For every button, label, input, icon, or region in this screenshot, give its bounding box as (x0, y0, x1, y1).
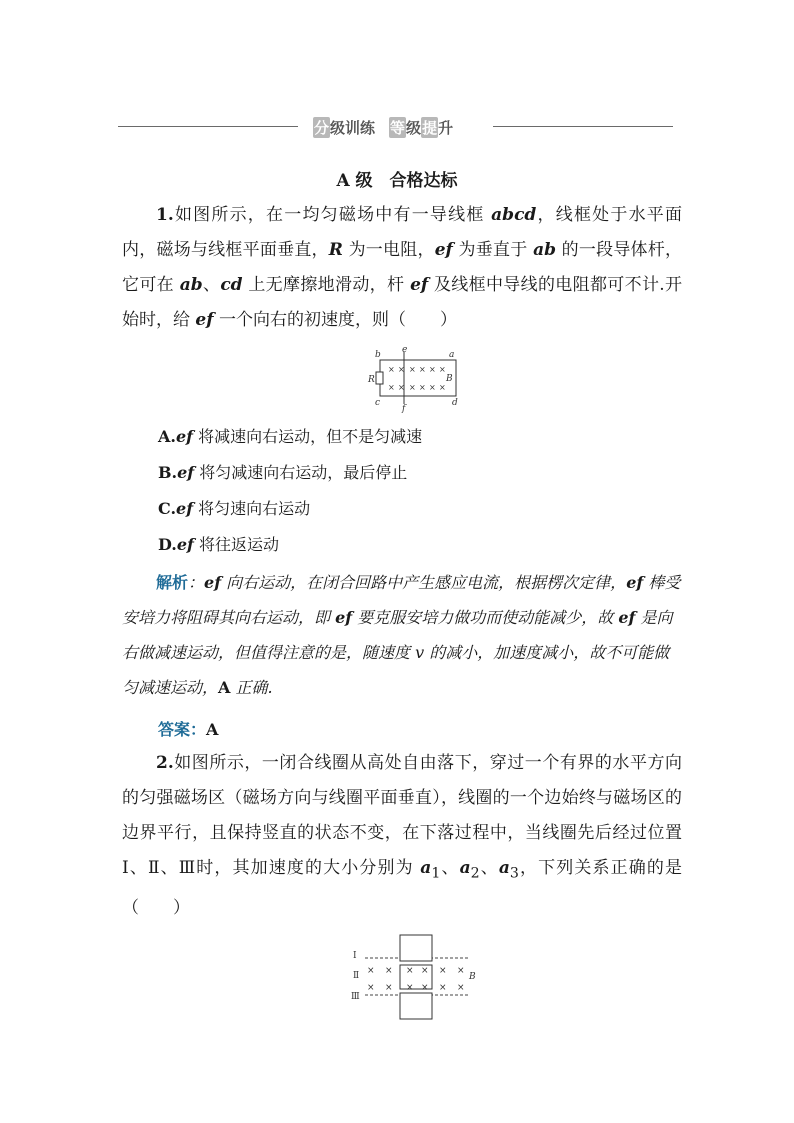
q1-cross: × (419, 365, 426, 374)
level-heading: A 级 合格达标 (336, 171, 458, 191)
q1-resistor (376, 372, 383, 384)
banner-text-1: 级训练 (330, 118, 376, 137)
q2-cross: × (385, 966, 393, 976)
q2-cross: × (367, 966, 375, 976)
q2-cross: × (457, 966, 465, 976)
q1-cross: × (429, 383, 436, 392)
q1-cross: × (409, 365, 416, 374)
q2-cross: × (406, 966, 414, 976)
q2-cross: × (439, 983, 447, 993)
q2-coil-pos1 (400, 935, 432, 961)
q1-figure (360, 344, 470, 414)
q2-cross: × (421, 983, 429, 993)
option-b[interactable]: B.ef 将匀减速向右运动，最后停止 (158, 463, 408, 482)
q1-number: 1. (156, 205, 174, 225)
banner-title (313, 114, 483, 140)
q2-cross: × (457, 983, 465, 993)
q1-label-a: a (449, 350, 455, 360)
question-1: 1.如图所示，在一均匀磁场中有一导线框 abcd，线框处于水平面内，磁场与线框平面垂直，R 为一电阻，ef 为垂直于 ab 的一段导体杆，它可在 ab、cd 上无摩擦地滑动，杆 ef 及线框中导线的电阻都可不计.开始时，给 ef 一个向右的初速度，则（ ） (122, 205, 683, 330)
banner-hl-2: 等 (390, 118, 406, 137)
q1-cross: × (439, 365, 446, 374)
answer-value: A (206, 720, 219, 739)
q2-cross: × (385, 983, 393, 993)
banner-text-2: 级 (406, 118, 422, 137)
q1-label-f: f (402, 404, 406, 414)
answer-label: 答案： (158, 720, 207, 739)
banner-left-rule (118, 126, 298, 127)
q1-cross: × (388, 365, 395, 374)
q2-cross: × (439, 966, 447, 976)
q1-cross: × (388, 383, 395, 392)
q1-cross: × (429, 365, 436, 374)
banner-right-rule (493, 126, 673, 127)
q1-label-B: B (446, 374, 453, 384)
q1-cross: × (439, 383, 446, 392)
q1-label-d: d (452, 398, 458, 408)
q1-cross: × (398, 365, 405, 374)
analysis-label: 解析 (156, 573, 189, 592)
option-a[interactable]: A.ef 将减速向右运动，但不是匀减速 (158, 427, 423, 446)
q1-cross: × (398, 383, 405, 392)
q1-answer (158, 717, 218, 740)
q1-label-e: e (402, 345, 408, 355)
q2-number: 2. (156, 753, 174, 773)
option-c[interactable]: C.ef 将匀速向右运动 (158, 499, 311, 518)
option-d[interactable]: D.ef 将往返运动 (158, 535, 280, 554)
q1-label-b: b (375, 350, 381, 360)
question-2: 2.如图所示，一闭合线圈从高处自由落下，穿过一个有界的水平方向的匀强磁场区（磁场方向与线圈平面垂直），线圈的一个边始终与磁场区的边界平行，且保持竖直的状态不变，在下落过程中，当线圈先后经过位置Ⅰ、Ⅱ、Ⅲ时，其加速度的大小分别为 $a_1$、$a_2$、$a_3$，下列关系正确的是（ ） (122, 753, 683, 919)
q1-cross: × (419, 383, 426, 392)
q2-label-III: Ⅲ (351, 992, 360, 1002)
q2-coil-pos3 (400, 993, 432, 1019)
q2-cross: × (406, 983, 414, 993)
banner-hl-3: 提 (422, 118, 438, 137)
q1-cross: × (409, 383, 416, 392)
q1-label-c: c (375, 398, 381, 408)
q2-label-B: B (469, 972, 476, 982)
q2-cross: × (421, 966, 429, 976)
q2-label-I: Ⅰ (353, 951, 357, 961)
q2-label-II: Ⅱ (353, 971, 360, 981)
q1-label-R: R (368, 375, 375, 385)
q2-figure (345, 933, 485, 1023)
banner-hl-1: 分 (314, 118, 330, 137)
q1-analysis: 解析：ef 向右运动，在闭合回路中产生感应电流，根据楞次定律，ef 棒受安培力将阻碍其向右运动，即 ef 要克服安培力做功而使动能减少，故 ef 是向右做减速运动，但值得注意的是，随速度 v 的减小，加速度减小，故不可能做匀减速运动，A 正确. (122, 573, 681, 697)
q2-cross: × (367, 983, 375, 993)
banner-text-3: 升 (438, 118, 454, 137)
section-banner (118, 114, 673, 140)
